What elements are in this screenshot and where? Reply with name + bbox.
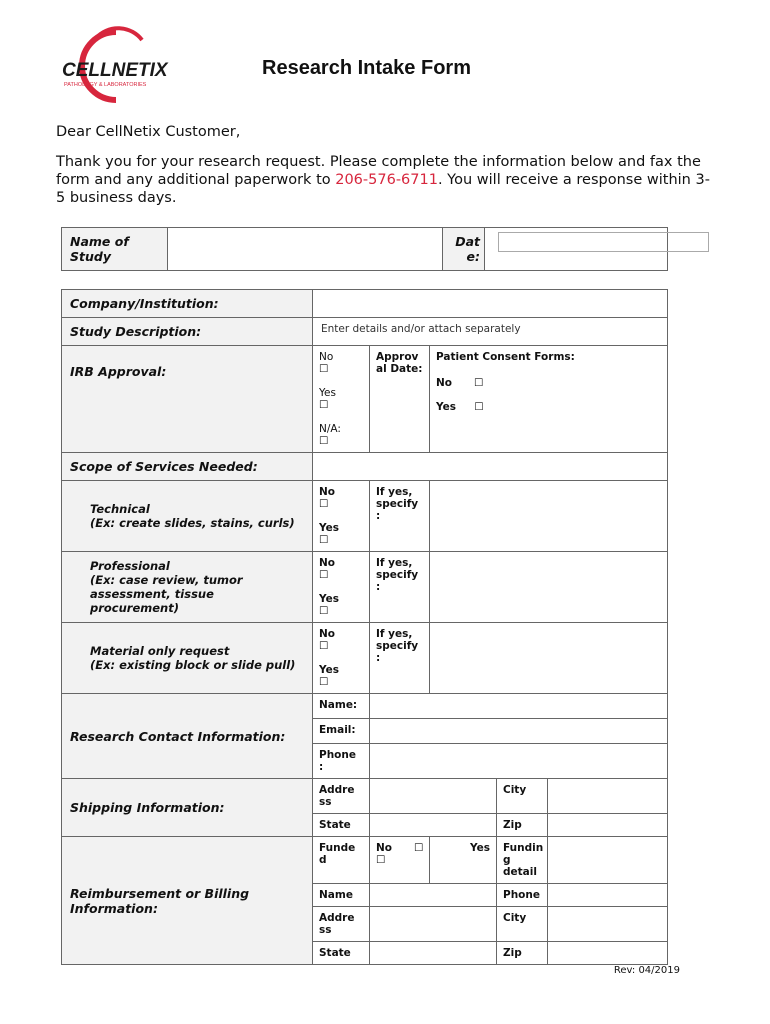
- material-no-checkbox[interactable]: ☐: [319, 640, 329, 652]
- cellnetix-logo: [56, 24, 196, 104]
- funding-detail-label: Fundin g detail: [497, 837, 548, 884]
- logo-brand: CELLNETIX: [62, 60, 168, 81]
- consent-yes-checkbox[interactable]: ☐: [474, 401, 484, 413]
- scope-professional-example: (Ex: case review, tumor assessment, tissue procurement): [90, 573, 243, 615]
- contact-phone-field[interactable]: [370, 744, 668, 779]
- irb-no-label: No: [319, 351, 334, 363]
- irb-na-label: N/A:: [319, 423, 341, 435]
- billing-funded-no: [370, 837, 430, 884]
- material-no-label: No: [319, 628, 336, 640]
- logo-swoosh-top: [96, 28, 142, 40]
- consent-no-label: No: [436, 377, 453, 389]
- shipping-address-label: Addre ss: [313, 779, 370, 814]
- greeting: Dear CellNetix Customer,: [56, 124, 241, 140]
- consent-no-checkbox[interactable]: ☐: [473, 377, 484, 389]
- contact-email-field[interactable]: [370, 719, 668, 744]
- approval-date-label: Approv al Date:: [370, 346, 430, 453]
- shipping-state-field[interactable]: [370, 814, 497, 837]
- funded-yes-label: Yes: [430, 837, 497, 884]
- contact-email-label: Email:: [313, 719, 370, 744]
- shipping-label: Shipping Information:: [62, 779, 313, 837]
- irb-options: [313, 346, 370, 453]
- study-name-label: Name of Study: [62, 228, 168, 271]
- shipping-zip-label: Zip: [497, 814, 548, 837]
- material-options: [313, 623, 370, 694]
- billing-funded-label: Funde d: [313, 837, 370, 884]
- scope-professional-title: Professional: [90, 559, 170, 573]
- professional-no-checkbox[interactable]: ☐: [319, 569, 329, 581]
- professional-no-label: No: [319, 557, 336, 569]
- intro-text-1: Thank you for your research request. Please complete the information below and fax the form and any additional paperwork to: [56, 154, 701, 188]
- billing-phone-field[interactable]: [548, 884, 668, 907]
- date-label: Dat e:: [443, 228, 485, 271]
- technical-yes-checkbox[interactable]: ☐: [319, 534, 329, 546]
- consent-label: Patient Consent Forms:: [436, 351, 575, 363]
- revision-date: Rev: 04/2019: [613, 965, 680, 976]
- study-description-label: Study Description:: [62, 318, 313, 346]
- technical-no-label: No: [319, 486, 336, 498]
- billing-name-label: Name: [313, 884, 370, 907]
- technical-specify-field[interactable]: [430, 481, 668, 552]
- professional-yes-label: Yes: [319, 593, 340, 605]
- scope-professional: [62, 552, 313, 623]
- shipping-city-field[interactable]: [548, 779, 668, 814]
- billing-zip-field[interactable]: [548, 942, 668, 965]
- funded-no-label: No: [376, 842, 393, 854]
- scope-technical: [62, 481, 313, 552]
- irb-label: IRB Approval:: [62, 346, 313, 453]
- contact-name-field[interactable]: [370, 694, 668, 719]
- page-title: Research Intake Form: [262, 57, 471, 79]
- scope-material-title: Material only request: [90, 644, 230, 658]
- consent-yes-label: Yes: [436, 401, 457, 413]
- fax-number[interactable]: 206-576-6711: [335, 172, 438, 188]
- billing-state-label: State: [313, 942, 370, 965]
- material-specify-label: If yes, specify :: [370, 623, 430, 694]
- technical-no-checkbox[interactable]: ☐: [319, 498, 329, 510]
- funding-detail-field[interactable]: [548, 837, 668, 884]
- intake-form-table: [61, 289, 668, 965]
- funded-no-checkbox[interactable]: ☐: [413, 842, 424, 854]
- date-input[interactable]: [498, 232, 709, 252]
- billing-state-field[interactable]: [370, 942, 497, 965]
- shipping-zip-field[interactable]: [548, 814, 668, 837]
- billing-address-field[interactable]: [370, 907, 497, 942]
- billing-address-label: Addre ss: [313, 907, 370, 942]
- contact-phone-label: Phone :: [313, 744, 370, 779]
- company-field[interactable]: [313, 290, 668, 318]
- irb-yes-checkbox[interactable]: ☐: [319, 399, 329, 411]
- professional-yes-checkbox[interactable]: ☐: [319, 605, 329, 617]
- billing-city-field[interactable]: [548, 907, 668, 942]
- technical-yes-label: Yes: [319, 522, 340, 534]
- billing-city-label: City: [497, 907, 548, 942]
- funded-yes-checkbox[interactable]: ☐: [376, 854, 386, 866]
- contact-label: Research Contact Information:: [62, 694, 313, 779]
- shipping-city-label: City: [497, 779, 548, 814]
- technical-options: [313, 481, 370, 552]
- professional-specify-label: If yes, specify :: [370, 552, 430, 623]
- professional-options: [313, 552, 370, 623]
- billing-label: Reimbursement or Billing Information:: [62, 837, 313, 965]
- material-yes-checkbox[interactable]: ☐: [319, 676, 329, 688]
- logo-tagline: PATHOLOGY & LABORATORIES: [64, 82, 147, 88]
- intro-text-2: . You will receive a response within 3-5 business days.: [56, 172, 710, 206]
- technical-specify-label: If yes, specify :: [370, 481, 430, 552]
- material-specify-field[interactable]: [430, 623, 668, 694]
- irb-yes-label: Yes: [319, 387, 336, 399]
- billing-name-field[interactable]: [370, 884, 497, 907]
- scope-material: [62, 623, 313, 694]
- consent-cell: [430, 346, 668, 453]
- scope-material-example: (Ex: existing block or slide pull): [90, 658, 296, 672]
- shipping-address-field[interactable]: [370, 779, 497, 814]
- irb-na-checkbox[interactable]: ☐: [319, 435, 329, 447]
- contact-name-label: Name:: [313, 694, 370, 719]
- company-label: Company/Institution:: [62, 290, 313, 318]
- billing-zip-label: Zip: [497, 942, 548, 965]
- study-name-field[interactable]: [168, 228, 443, 271]
- material-yes-label: Yes: [319, 664, 340, 676]
- professional-specify-field[interactable]: [430, 552, 668, 623]
- shipping-state-label: State: [313, 814, 370, 837]
- study-description-field[interactable]: Enter details and/or attach separately: [313, 318, 668, 346]
- scope-technical-example: (Ex: create slides, stains, curls): [90, 516, 295, 530]
- intro-paragraph: [56, 153, 716, 207]
- scope-technical-title: Technical: [90, 502, 150, 516]
- scope-blank: [313, 453, 668, 481]
- irb-no-checkbox[interactable]: ☐: [319, 363, 329, 375]
- billing-phone-label: Phone: [497, 884, 548, 907]
- scope-label: Scope of Services Needed:: [62, 453, 313, 481]
